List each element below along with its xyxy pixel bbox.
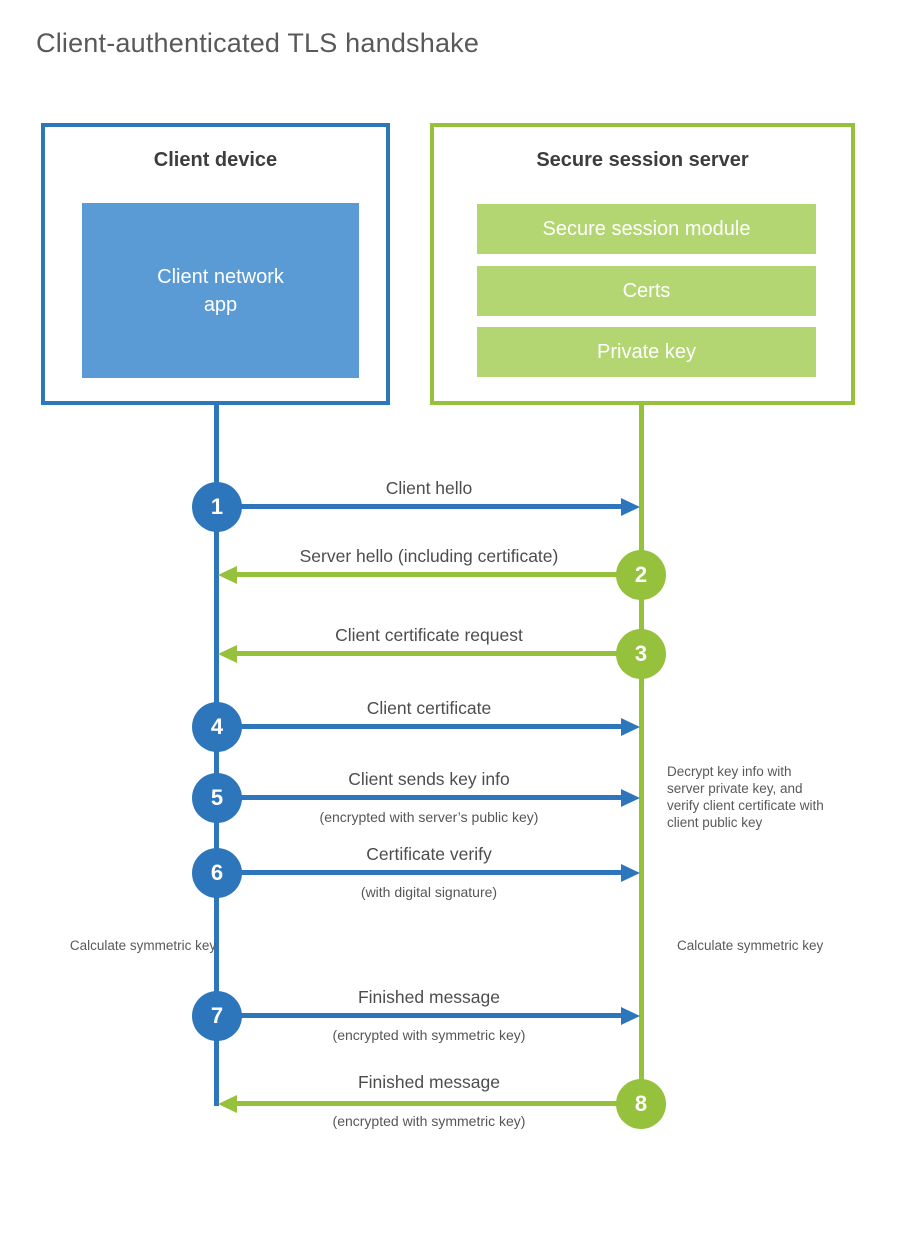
message-6-label: Certificate verify: [366, 844, 492, 864]
message-6-subtext: (with digital signature): [360, 884, 498, 900]
message-6-arrow: [217, 870, 624, 875]
client-network-app-box: [82, 203, 359, 378]
step-4-circle: 4: [192, 702, 242, 752]
message-7-label: Finished message: [357, 987, 501, 1007]
message-7-arrowhead-icon: [621, 1007, 640, 1025]
client-device-title: Client device: [153, 149, 278, 171]
server-calculate-symmetric-key-note: Calculate symmetric key: [677, 938, 824, 953]
message-2-arrow: [236, 572, 641, 577]
message-7-subtext: (encrypted with symmetric key): [332, 1027, 526, 1043]
client-calculate-symmetric-key-note: Calculate symmetric key: [69, 938, 217, 953]
message-8-subtext: (encrypted with symmetric key): [332, 1113, 526, 1129]
message-8-arrow: [236, 1101, 641, 1106]
message-6-arrowhead-icon: [621, 864, 640, 882]
message-5-arrow: [217, 795, 624, 800]
server-decrypt-note: Decrypt key info with server private key, and verify client certificate with client public key: [667, 764, 824, 830]
message-3-label: Client certificate request: [335, 625, 523, 645]
message-4-arrowhead-icon: [621, 718, 640, 736]
message-7-arrow: [217, 1013, 624, 1018]
client-device-box: [41, 123, 390, 405]
step-2-circle: 2: [616, 550, 666, 600]
client-network-app-label: Client network app: [157, 265, 284, 316]
message-2-arrowhead-icon: [218, 566, 237, 584]
message-8-label: Finished message: [357, 1072, 501, 1092]
server-module-label: Secure session module: [542, 217, 751, 240]
message-1-label: Client hello: [385, 478, 473, 498]
server-module-label: Certs: [622, 279, 671, 302]
message-4-label: Client certificate: [366, 698, 492, 718]
page-title: Client-authenticated TLS handshake: [36, 28, 480, 58]
server-module-certs: [477, 266, 816, 316]
message-3-arrowhead-icon: [218, 645, 237, 663]
server-module-secure-session: [477, 204, 816, 254]
message-5-arrowhead-icon: [621, 789, 640, 807]
secure-session-server-title: Secure session server: [536, 149, 749, 171]
message-4-arrow: [217, 724, 624, 729]
message-1-arrowhead-icon: [621, 498, 640, 516]
message-8-arrowhead-icon: [218, 1095, 237, 1113]
message-1-arrow: [217, 504, 624, 509]
secure-session-server-box: [430, 123, 855, 405]
step-8-circle: 8: [616, 1079, 666, 1129]
server-module-private-key: [477, 327, 816, 377]
message-5-label: Client sends key info: [348, 769, 510, 789]
step-5-circle: 5: [192, 773, 242, 823]
step-7-circle: 7: [192, 991, 242, 1041]
message-5-subtext: (encrypted with server’s public key): [319, 809, 539, 825]
step-1-circle: 1: [192, 482, 242, 532]
step-6-circle: 6: [192, 848, 242, 898]
message-3-arrow: [236, 651, 641, 656]
message-2-label: Server hello (including certificate): [299, 546, 559, 566]
step-3-circle: 3: [616, 629, 666, 679]
server-module-label: Private key: [597, 340, 696, 363]
